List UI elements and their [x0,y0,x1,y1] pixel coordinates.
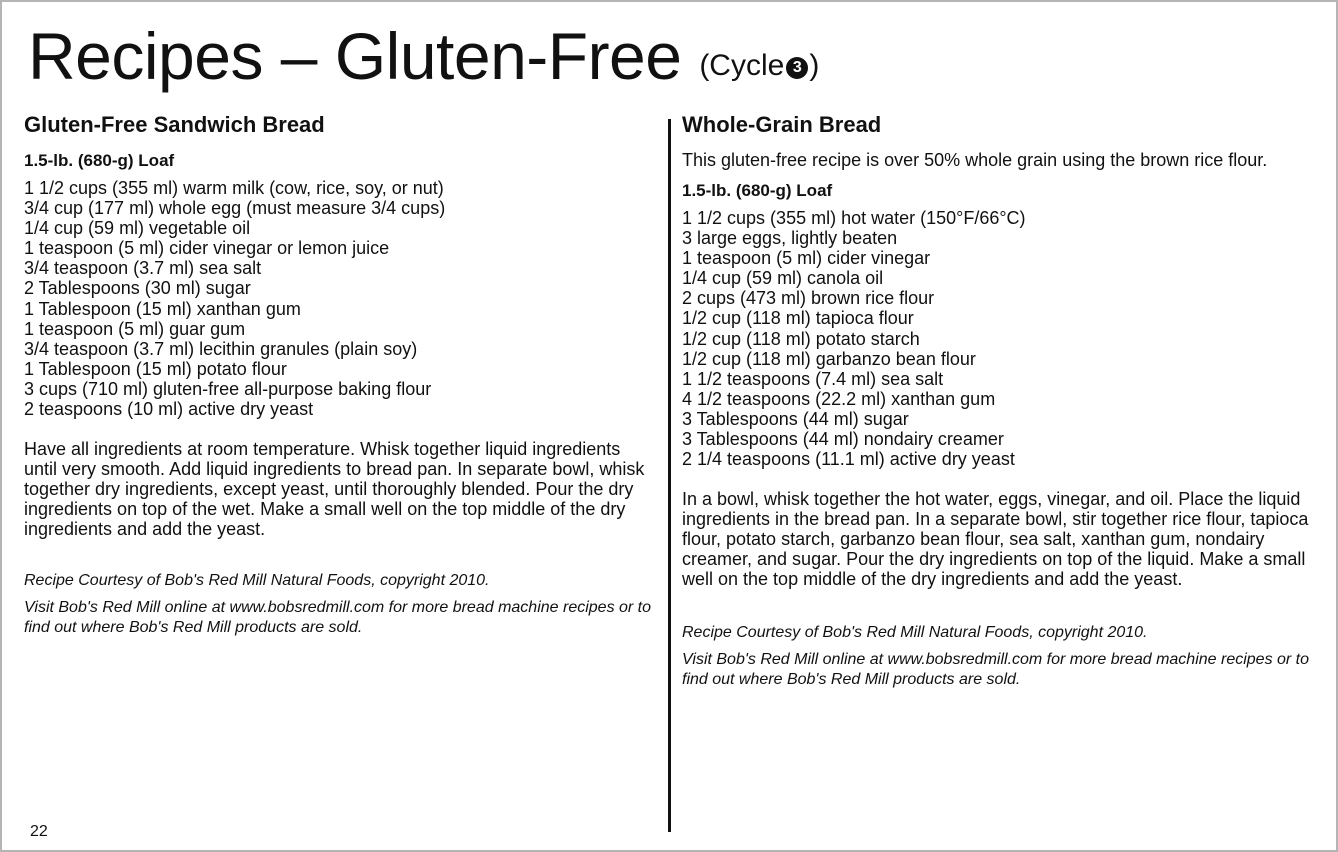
ingredient-item: 4 1/2 teaspoons (22.2 ml) xanthan gum [682,388,996,409]
recipe-method: Have all ingredients at room temperature. Whisk together liquid ingredients until very smooth. Add liquid ingredients to bread pan. In separate bowl, whisk together dry ingredients, except yeast, until thoroughly blended. Pour the dry ingredients on top of the wet. Make a small well on the top middle of the dry ingredients and add the yeast. [24,439,645,540]
ingredient-item: 2 cups (473 ml) brown rice flour [682,288,935,309]
ingredient-item: 1 Tablespoon (15 ml) potato flour [24,358,287,379]
ingredient-item: 3/4 teaspoon (3.7 ml) sea salt [24,258,262,279]
recipe-method: In a bowl, whisk together the hot water, eggs, vinegar, and oil. Place the liquid ingredients in the bread pan. In a separate bowl, stir together rice flour, tapioca flour, potato starch, garbanzo bean flour, sea salt, xanthan gum, nondairy creamer, and sugar. Pour the dry ingredients on top of the liquid. Make a small well on the top middle of the dry ingredients and add the yeast. [682,489,1309,590]
cycle-note [699,49,819,82]
ingredient-item: 1/2 cup (118 ml) potato starch [682,328,920,349]
recipe-website-note: Visit Bob's Red Mill online at www.bobsredmill.com for more bread machine recipes or to find out where Bob's Red Mill products are sold. [24,599,652,637]
recipe-yield: 1.5-lb. (680-g) Loaf [682,181,833,200]
ingredient-item: 2 1/4 teaspoons (11.1 ml) active dry yeast [682,449,1015,470]
ingredient-item: 2 Tablespoons (30 ml) sugar [24,278,251,299]
ingredient-item: 2 teaspoons (10 ml) active dry yeast [24,399,314,420]
ingredient-item: 3 cups (710 ml) gluten-free all-purpose baking flour [24,378,432,399]
ingredient-item: 1 1/2 cups (355 ml) hot water (150°F/66°C) [682,208,1026,228]
ingredient-item: 1 teaspoon (5 ml) cider vinegar or lemon juice [24,238,390,259]
recipe-whole-grain-bread [682,112,1322,690]
recipe-website-note: Visit Bob's Red Mill online at www.bobsredmill.com for more bread machine recipes or to find out where Bob's Red Mill products are sold. [682,651,1310,689]
ingredient-item: 3 Tablespoons (44 ml) sugar [682,408,909,429]
page-title-text: Recipes – Gluten-Free [28,19,682,93]
ingredient-item: 3/4 cup (177 ml) whole egg (must measure 3/4 cups) [24,198,446,219]
recipe-gluten-free-sandwich-bread [24,112,652,638]
ingredient-item: 1/2 cup (118 ml) garbanzo bean flour [682,348,976,369]
ingredient-list [24,178,652,419]
recipe-title: Whole-Grain Bread [682,112,882,137]
ingredient-item: 1 1/2 cups (355 ml) warm milk (cow, rice, soy, or nut) [24,178,444,198]
page-title [28,16,819,106]
ingredient-item: 3 large eggs, lightly beaten [682,228,898,249]
ingredient-item: 1/4 cup (59 ml) canola oil [682,268,884,289]
recipe-yield: 1.5-lb. (680-g) Loaf [24,151,175,170]
ingredient-item: 1 teaspoon (5 ml) guar gum [24,318,246,339]
ingredient-item: 1 teaspoon (5 ml) cider vinegar [682,248,931,269]
page-number: 22 [30,823,48,840]
recipe-intro: This gluten-free recipe is over 50% whole grain using the brown rice flour. [682,150,1268,170]
recipe-courtesy: Recipe Courtesy of Bob's Red Mill Natural Foods, copyright 2010. [682,624,1148,642]
ingredient-item: 1 Tablespoon (15 ml) xanthan gum [24,298,301,319]
ingredient-item: 1/2 cup (118 ml) tapioca flour [682,308,914,329]
cycle-close-text: ) [809,49,820,82]
ingredient-item: 1 1/2 teaspoons (7.4 ml) sea salt [682,368,944,389]
ingredient-item: 3 Tablespoons (44 ml) nondairy creamer [682,429,1004,450]
ingredient-list [682,208,1322,469]
recipe-title: Gluten-Free Sandwich Bread [24,112,325,137]
ingredient-item: 1/4 cup (59 ml) vegetable oil [24,218,251,239]
cycle-open-text: (Cycle [699,49,785,82]
cycle-number-badge: 3 [786,57,808,79]
recipe-courtesy: Recipe Courtesy of Bob's Red Mill Natural Foods, copyright 2010. [24,572,490,590]
ingredient-item: 3/4 teaspoon (3.7 ml) lecithin granules (plain soy) [24,338,418,359]
column-divider [668,119,671,832]
